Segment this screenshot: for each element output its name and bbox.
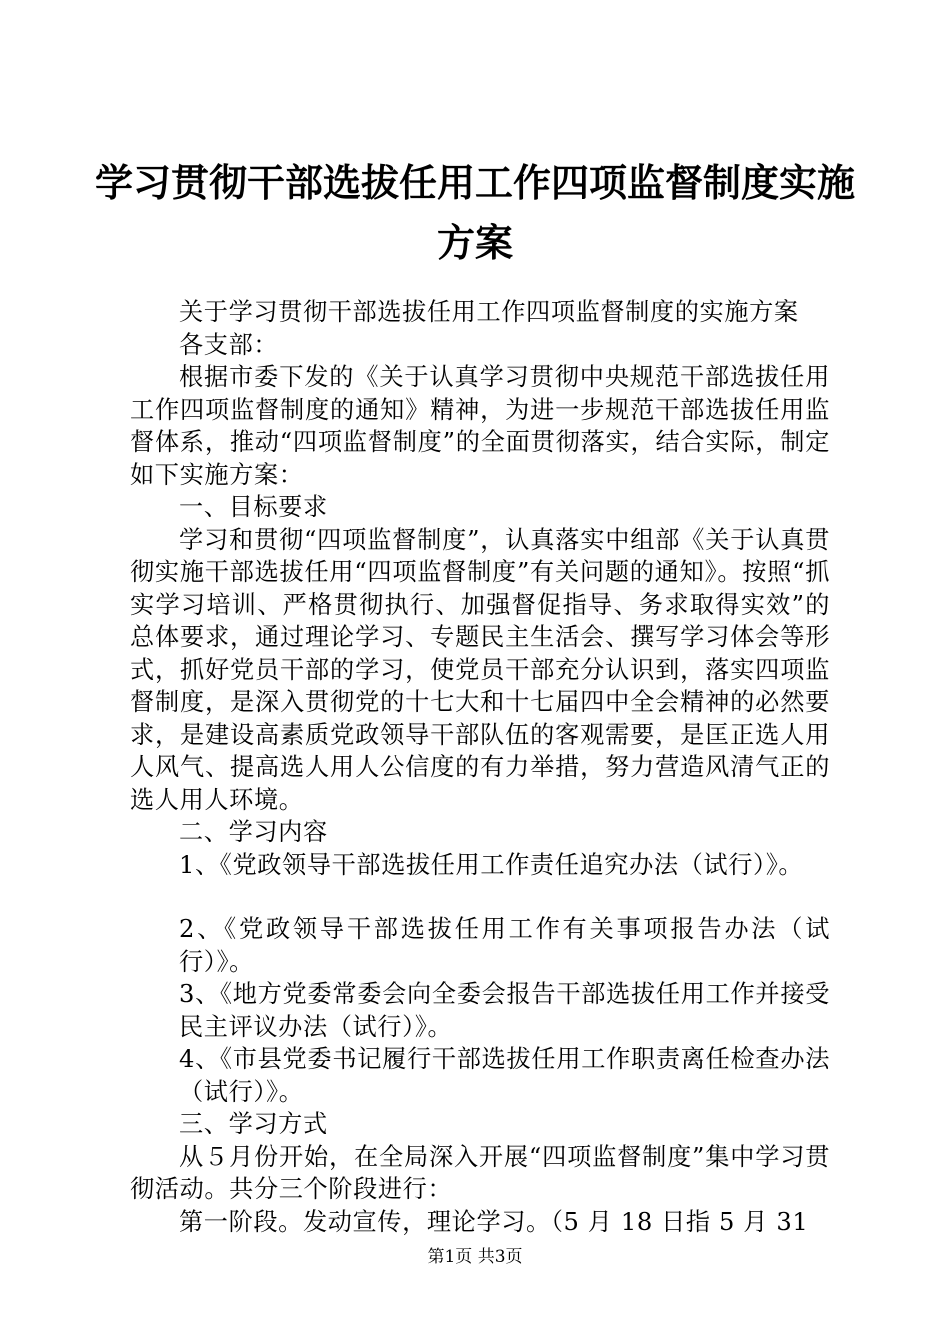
section-heading-goals: 一、目标要求 — [179, 493, 328, 521]
document-body — [130, 296, 830, 1238]
goals-paragraph: 学习和贯彻“四项监督制度”，认真落实中组部《关于认真贯彻实施干部选拔任用“四项监督制度”有关问题的通知》。按照“抓实学习培训、严格贯彻执行、加强督促指导、务求取得实效”的总体要求，通过理论学习、专题民主生活会、撰写学习体会等形式，抓好党员干部的学习，使党员干部充分认识到，落实四项监督制度，是深入贯彻党的十七大和十七届四中全会精神的必然要求，是建设高素质党政领导干部队伍的客观需要，是匡正选人用人风气、提高选人用人公信度的有力举措，努力营造风清气正的选人用人环境。 — [130, 525, 830, 814]
document-title-line-1: 学习贯彻干部选拔任用工作四项监督制度实施 — [94, 160, 855, 205]
content-item-1: 1、《党政领导干部选拔任用工作责任追究办法（试行）》。 — [179, 850, 804, 879]
page-footer: 第1页 共3页 — [427, 1247, 523, 1267]
intro-paragraph: 根据市委下发的《关于认真学习贯彻中央规范干部选拔任用工作四项监督制度的通知》精神，为进一步规范干部选拔任用监督体系，推动“四项监督制度”的全面贯彻落实，结合实际，制定如下实施方案： — [130, 363, 830, 489]
document-title-line-2: 方案 — [436, 220, 513, 265]
section-heading-method: 三、学习方式 — [179, 1110, 328, 1138]
salutation: 各支部： — [179, 330, 279, 359]
section-heading-content: 二、学习内容 — [179, 818, 328, 846]
content-item-4: 4、《市县党委书记履行干部选拔任用工作职责离任检查办法（试行）》。 — [179, 1045, 830, 1106]
subtitle-paragraph: 关于学习贯彻干部选拔任用工作四项监督制度的实施方案 — [179, 298, 799, 326]
method-paragraph: 从５月份开始，在全局深入开展“四项监督制度”集中学习贯彻活动。共分三个阶段进行： — [130, 1142, 830, 1203]
content-item-2: 2、《党政领导干部选拔任用工作有关事项报告办法（试行）》。 — [179, 915, 830, 976]
content-item-3: 3、《地方党委常委会向全委会报告干部选拔任用工作并接受民主评议办法（试行）》。 — [179, 980, 830, 1041]
phase-one-paragraph: 第一阶段。发动宣传，理论学习。（5 月 18 日指 5 月 31 — [179, 1207, 809, 1236]
